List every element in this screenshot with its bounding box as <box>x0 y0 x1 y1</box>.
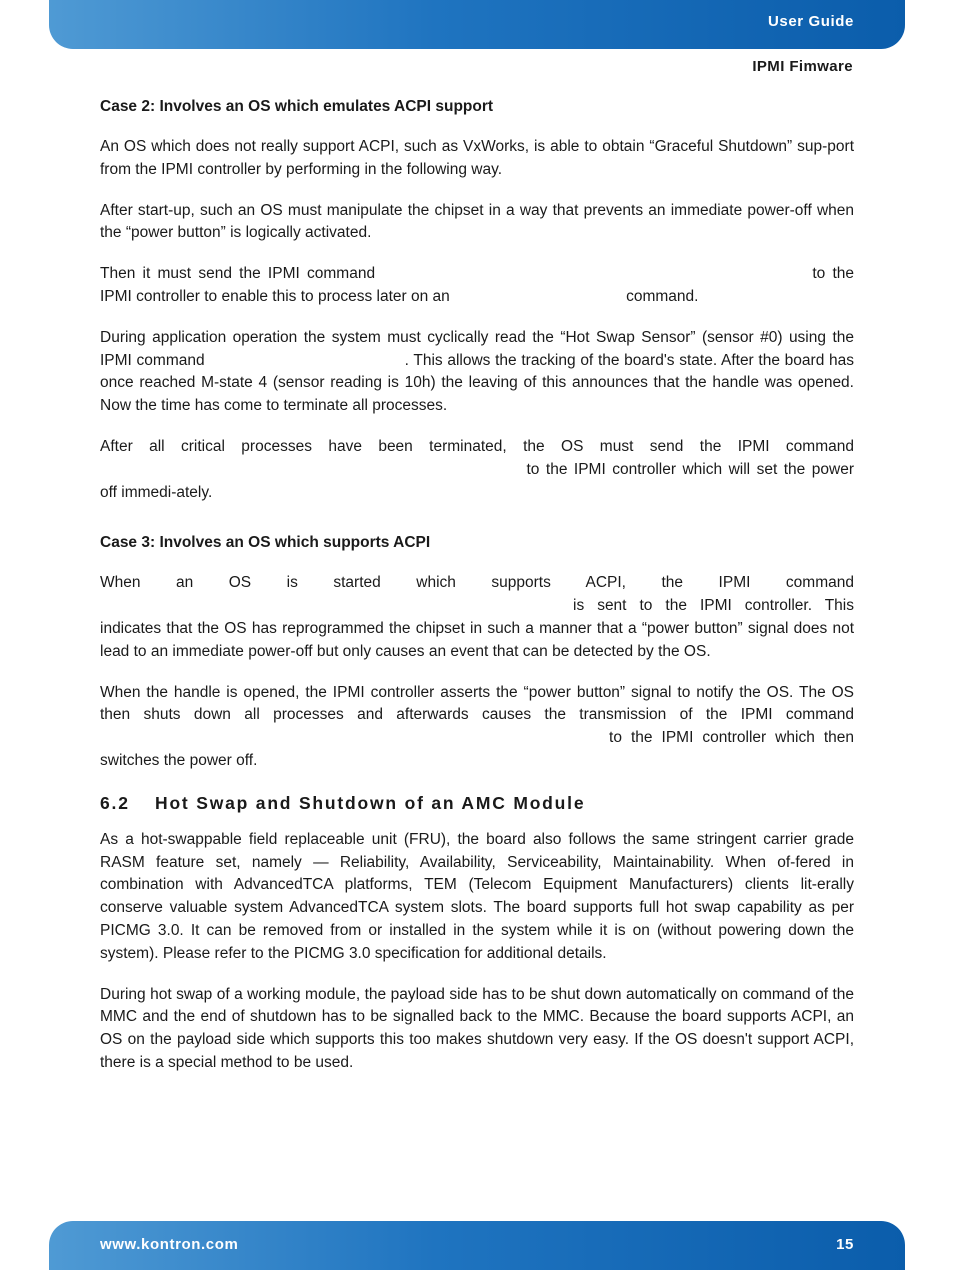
case2-paragraph-2: After start-up, such an OS must manipulate the chipset in a way that prevents an immediate power-off when the “power button” is logically activated. <box>100 201 854 242</box>
banner-title: User Guide <box>767 13 854 30</box>
case2-paragraph-3 <box>100 263 854 309</box>
case3-p2-text-b: to the IPMI controller which then switches the power off. <box>100 729 854 769</box>
case2-p4-text-a: During application operation the system must cyclically read the “Hot Swap Sensor” (sensor #0) using the IPMI command <box>100 328 854 369</box>
case2-p3-text-b: to the IPMI controller to enable this to process later on an <box>100 265 855 305</box>
case3-heading: Case 3: Involves an OS which supports ACPI <box>100 534 431 552</box>
page-number: 15 <box>836 1236 854 1253</box>
case2-p3-text-a: Then it must send the IPMI command <box>100 265 376 283</box>
case2-p5-text-a: After all critical processes have been terminated, the OS must send the IPMI command <box>100 437 854 455</box>
case2-p5-text-b: to the IPMI controller which will set the power off immedi-ately. <box>100 460 854 501</box>
case2-paragraph-1: An OS which does not really support ACPI, such as VxWorks, is able to obtain “Graceful Shutdown” sup-port from the IPMI controller by performing in the following way. <box>100 138 854 178</box>
case2-p4-text-b: . This allows the tracking of the board's state. After the board has once reached M-state 4 (sensor reading is 10h) the leaving of this announces that the handle was opened. Now the time has come to terminate all processes. <box>100 351 854 415</box>
case3-paragraph-2 <box>100 682 854 773</box>
section-number: 6.2 <box>100 792 130 813</box>
case3-p1-text-a: When an OS is started which supports ACPI, the IPMI command <box>100 574 854 592</box>
case3-paragraph-1 <box>100 572 854 663</box>
case2-p3-text-c: command. <box>626 287 699 305</box>
case2-paragraph-4 <box>100 327 854 418</box>
footer-url[interactable]: www.kontron.com <box>100 1236 239 1253</box>
case2-heading: Case 2: Involves an OS which emulates ACPI support <box>100 98 494 115</box>
case3-p1-text-b: is sent to the IPMI controller. This indicates that the OS has reprogrammed the chipset in such a manner that a “power button” signal does not lead to an immediate power-off but only causes an event that can be detected by the OS. <box>100 597 854 660</box>
page-content <box>100 96 854 1093</box>
header-banner <box>49 0 905 49</box>
section62-paragraph-2: During hot swap of a working module, the payload side has to be shut down automatically on command of the MMC and the end of shutdown has to be signalled back to the MMC. Because the board supports ACPI, an OS on the payload side which supports this too makes shutdown very easy. If the OS doesn't support ACPI, there is a special method to be used. <box>100 985 854 1071</box>
section-title: Hot Swap and Shutdown of an AMC Module <box>155 792 586 813</box>
section-6-2-heading <box>100 791 854 815</box>
case2-paragraph-5 <box>100 436 854 504</box>
case3-p2-text-a: When the handle is opened, the IPMI controller asserts the “power button” signal to notify the OS. The OS then shuts down all processes and afterwards causes the transmission of the IPMI command <box>100 683 854 724</box>
footer-banner <box>49 1221 905 1270</box>
section62-paragraph-1: As a hot-swappable field replaceable unit (FRU), the board also follows the same stringent carrier grade RASM feature set, namely — Reliability, Availability, Serviceability, Maintainability. When of-fered in combination with AdvancedTCA platforms, TEM (Telecom Equipment Manufacturers) clients lit-erally conserve valuable system AdvancedTCA system slots. The board supports full hot swap capability as per PICMG 3.0. It can be removed from or installed in the system while it is on (without powering down the system). Please refer to the PICMG 3.0 specification for additional details. <box>100 830 854 962</box>
running-section-title: IPMI Fimware <box>752 58 853 75</box>
